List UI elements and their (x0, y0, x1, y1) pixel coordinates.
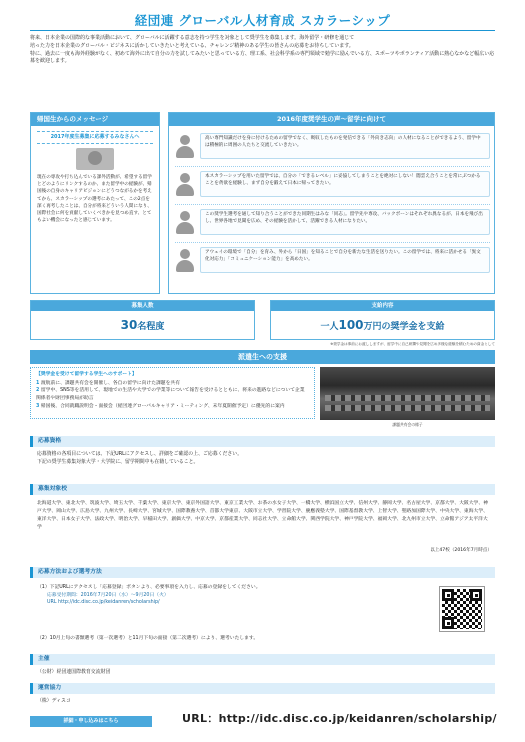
footer-url-link[interactable]: URL：http://idc.disc.co.jp/keidanren/scholarship/ (182, 712, 497, 725)
student-voice (175, 171, 490, 205)
eligibility-heading: 応募資格 (30, 436, 495, 447)
voice-divider (175, 166, 490, 167)
intro-text (30, 35, 495, 66)
scholarship-amount-box (270, 300, 495, 340)
student-voice (175, 247, 490, 281)
support-item (36, 403, 309, 411)
amount-suffix: 万円の奨学金を支給 (363, 322, 445, 332)
page-title: 経団連 グローバル人材育成 スカラーシップ (134, 13, 391, 28)
application-heading: 応募方法および選考方法 (30, 567, 495, 578)
student-voice-text: 高い専門知識だけを身に付けるための留学でなく、吸収したものを発信できる「外向き志向」の人材になることができるよう、留学中は積極的に周囲の人たちと交流していきたい。 (200, 133, 490, 159)
person-icon (175, 249, 195, 275)
cooperation-heading: 運営協力 (30, 683, 495, 694)
application-url[interactable]: URL http://idc.disc.co.jp/keidanren/scholarship/ (47, 600, 160, 606)
support-heading: 【奨学金を受けて留学する学生へのサポート】 (36, 372, 137, 377)
support-item-text: 渡航前に、課題共有会を開催し、各自の留学に向けた課題を共有 (40, 380, 180, 386)
support-list (30, 367, 315, 419)
support-item-text: 帰国後、合同就職説明会・面接会（経団連グローバルキャリア・ミーティング、末年夏開催予定）に優先的に案内 (40, 403, 285, 409)
intro-line: 培った力を日本企業のグローバル・ビジネスに活かしていきたいと考えている、チャレンジ精神のある学生の皆さんの応募をお待ちしています。 (30, 42, 354, 49)
title-divider (30, 30, 495, 31)
support-item (36, 380, 309, 388)
scholarship-note: ※奨学金は事前にお渡ししますが、留学中に自己研鑽や見聞を広め多様な経験を積むための資金として (330, 342, 495, 346)
voice-divider (175, 242, 490, 243)
support-item (36, 387, 309, 402)
student-voice (175, 133, 490, 167)
universities-list: 北海道大学、東北大学、筑波大学、埼玉大学、千葉大学、東京大学、東京外国語大学、東京工業大学、お茶の水女子大学、一橋大学、横浜国立大学、信州大学、静岡大学、名古屋大学、京都大学、大阪大学、神戸大学、岡山大学、広島大学、九州大学、長崎大学、宮城大学、国際教養大学、首都大学東京、大阪市立大学、学習院大学、慶應義塾大学、国際基督教大学、上智大学、聖路加国際大学、中央大学、東海大学、東洋大学、日本女子大学、法政大学、明治大学、早稲田大学、創価大学、中京大学、京都産業大学、同志社大学、立命館大学、関西学院大学、神戸学院大学、福岡大学、北九州市立大学、立命館アジア太平洋大学 (37, 501, 488, 531)
returnee-photo (76, 148, 114, 170)
amount-number: 100 (338, 318, 364, 332)
returnee-message-text: 現在の専攻や打ち込んでいる課外活動が、希望する留学とどのようにリンクするのか、また留学中の経験が、帰国後の自身のキャリアビジョンにどうつながるかを考えてから、スカラーシップの選考にあたって、この2点を深く再考したことは、自分が将来どういう人間になり、国際社会に何を貢献していくべきかを見つめ直す、とてもよい機会になったと感じています。 (37, 175, 152, 223)
application-text (37, 584, 397, 607)
details-apply-button[interactable]: 詳細・申し込みはこちら (30, 716, 152, 727)
event-photo-caption: 課題共有会の様子 (392, 422, 423, 427)
eligibility-text (37, 451, 492, 467)
returnee-message-subheading: 2017年度生募集に応募するみなさんへ (37, 131, 153, 144)
cooperation-text: （株）ディスコ (37, 698, 71, 704)
recruitment-count-label: 募集人数 (31, 301, 254, 311)
person-icon (175, 211, 195, 237)
student-voice-text: この奨学生選考を通して知り合うことができた同期生はみな「同志」。留学先や専攻、バックボーンはそれぞれ異なるが、日本を飛び出し、世界各地で見聞を広め、その経験を活かして、活躍できる人材になりたい。 (200, 209, 490, 235)
student-voice-text: アウェイの環境で「自分」を育み、外から「日国」を知ることで自分を新たな生活を送りたい。この留学では、将来に活かせる「異文化対応力」「コミュニケーション能力」を高めたい。 (200, 247, 490, 273)
support-item-text: 留学中、SNS等を活用して、現地での生活や大学での学業等について報告を受けるとともに、将来の進路などについて企業関係者や財団事務局が助言 (36, 388, 305, 402)
student-voice (175, 209, 490, 243)
scholarship-amount-label: 支給内容 (271, 301, 494, 311)
intro-line: 将来、日本企業の国際的な事業活動において、グローバルに活躍する意志を持つ学生を対象として奨学生を募集します。海外留学・研修を通じて (30, 35, 355, 41)
support-section-title: 派遣生への支援 (30, 350, 495, 364)
returnee-message-panel (30, 112, 160, 294)
eligibility-line: 下記の奨学生募集対象大学・大学院に、留学期間中も在籍していること。 (37, 458, 199, 465)
recruitment-count-number: 30 (120, 318, 138, 332)
student-voices-heading: 2016年度奨学生の声～留学に向けて (169, 113, 494, 126)
application-step-2: （2）10月上旬の書類選考（第一次選考）と11月下旬の面接（第二次選考）により、選考いたします。 (37, 636, 259, 641)
recruitment-count-unit: 名程度 (137, 322, 165, 332)
universities-heading: 募集対象校 (30, 484, 495, 495)
student-voice-text: 本スカラーシップを用いた留学では、自分の「できるレベル」に妥協してしまうことを絶対にしない！闇雲え合うことを常にぶつかることを貪欲を経験し、まず自分を鍛えて日本に帰ってきたい。 (200, 171, 490, 197)
eligibility-line: 応募資格の各項目については、下記URLにアクセスし、詳細をご確認の上、ご応募ください。 (37, 451, 243, 457)
amount-prefix: 一人 (320, 322, 339, 332)
recruitment-count-value (31, 311, 254, 341)
application-period: 応募受付期間：2016年7月20日（水）～9月20日（火） (47, 592, 169, 598)
intro-line: 特に、過去に一度も海外経験がなく、初めて海外に出て自分の力を試してみたいと思っている方、理工系、社会科学系の専門領域で勉学に励んでいる方、スポーツやボランティア活動に熱心なかなど幅広い応募を歓迎します。 (30, 50, 495, 65)
scholarship-amount-value (271, 311, 494, 341)
student-voices-panel (168, 112, 495, 294)
organizer-heading: 主催 (30, 654, 495, 665)
voice-divider (175, 204, 490, 205)
support-item-number: 3 (36, 403, 40, 409)
qr-code-icon[interactable] (440, 587, 484, 631)
support-item-number: 2 (36, 388, 40, 394)
event-photo (320, 367, 495, 420)
returnee-message-heading: 帰国生からのメッセージ (31, 113, 159, 126)
recruitment-count-box (30, 300, 255, 340)
person-icon (175, 173, 195, 199)
person-icon (175, 135, 195, 161)
universities-count: 以上47校（2016年7月時点） (430, 548, 492, 553)
support-item-number: 1 (36, 380, 40, 386)
application-step-1: （1）下記URLにアクセスし「応募登録」ボタンより、必要事項を入力し、応募の登録をしてください。 (37, 585, 261, 590)
organizer-text: （公財）経団連国際教育交流財団 (37, 669, 111, 675)
